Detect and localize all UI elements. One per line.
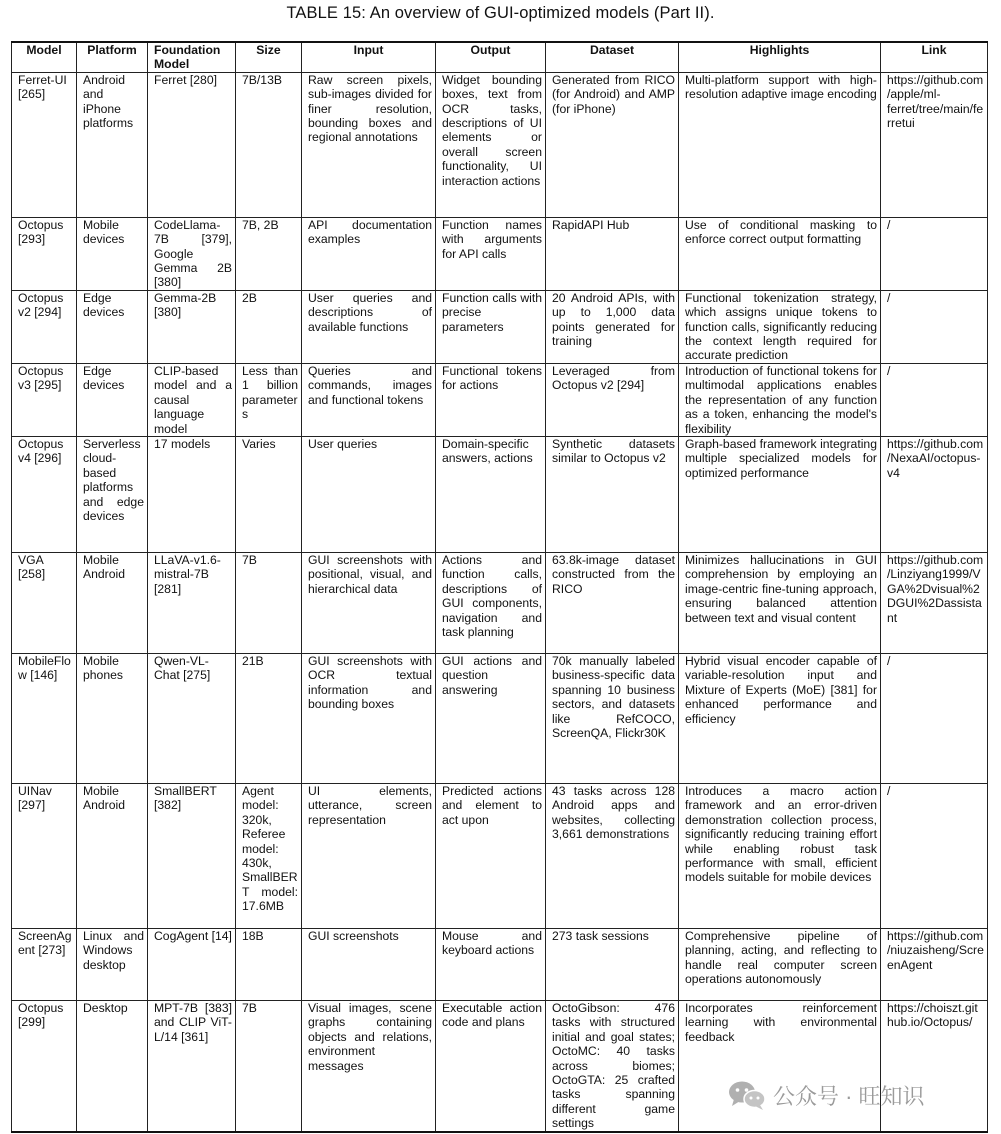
- cell-link: /: [881, 363, 988, 436]
- cell-foundation: Ferret [280]: [148, 72, 236, 217]
- cell-size: 7B, 2B: [236, 217, 302, 290]
- cell-input: Visual images, scene graphs containing objects and relations, environment messages: [302, 1000, 436, 1131]
- cell-model: Ferret-UI [265]: [12, 72, 77, 217]
- cell-dataset: 70k manually labeled business-specific data spanning 10 business sectors, and datasets like RefCOCO, ScreenQA, Flickr30K: [546, 653, 679, 783]
- cell-size: 2B: [236, 290, 302, 363]
- cell-platform: Edge devices: [77, 363, 148, 436]
- cell-highlights: Graph-based framework integrating multiple specialized models for optimized performance: [679, 436, 881, 552]
- cell-size: 7B: [236, 552, 302, 653]
- cell-link: /: [881, 653, 988, 783]
- cell-link[interactable]: https://github.com/NexaAI/octopus-v4: [881, 436, 988, 552]
- cell-size: 18B: [236, 928, 302, 1000]
- cell-dataset: OctoGibson: 476 tasks with structured initial and goal states; OctoMC: 40 tasks across biomes; OctoGTA: 25 crafted tasks spanning different game settings: [546, 1000, 679, 1131]
- cell-highlights: Incorporates reinforcement learning with environmental feedback: [679, 1000, 881, 1131]
- cell-output: GUI actions and question answering: [436, 653, 546, 783]
- cell-output: Function names with arguments for API calls: [436, 217, 546, 290]
- col-header-output: Output: [436, 42, 546, 72]
- cell-input: GUI screenshots with positional, visual, and hierarchical data: [302, 552, 436, 653]
- cell-platform: Mobile Android: [77, 552, 148, 653]
- cell-link[interactable]: https://github.com/niuzaisheng/ScreenAgent: [881, 928, 988, 1000]
- col-header-platform: Platform: [77, 42, 148, 72]
- cell-input: UI elements, utterance, screen representation: [302, 783, 436, 928]
- models-table: [11, 41, 988, 1133]
- cell-link[interactable]: https://github.com/apple/ml-ferret/tree/main/ferretui: [881, 72, 988, 217]
- cell-foundation: LLaVA-v1.6-mistral-7B [281]: [148, 552, 236, 653]
- cell-model: ScreenAgent [273]: [12, 928, 77, 1000]
- col-header-highlights: Highlights: [679, 42, 881, 72]
- cell-model: Octopus v2 [294]: [12, 290, 77, 363]
- cell-input: GUI screenshots with OCR textual information and bounding boxes: [302, 653, 436, 783]
- cell-output: Executable action code and plans: [436, 1000, 546, 1131]
- cell-link[interactable]: https://choiszt.github.io/Octopus/: [881, 1000, 988, 1131]
- cell-output: Actions and function calls, descriptions of GUI components, navigation and task planning: [436, 552, 546, 653]
- cell-model: Octopus v4 [296]: [12, 436, 77, 552]
- col-header-input: Input: [302, 42, 436, 72]
- cell-link: /: [881, 783, 988, 928]
- cell-dataset: 20 Android APIs, with up to 1,000 data points generated for training: [546, 290, 679, 363]
- cell-highlights: Use of conditional masking to enforce correct output formatting: [679, 217, 881, 290]
- cell-platform: Linux and Windows desktop: [77, 928, 148, 1000]
- cell-platform: Edge devices: [77, 290, 148, 363]
- col-header-foundation-model: Foundation Model: [148, 42, 236, 72]
- cell-size: 21B: [236, 653, 302, 783]
- table-row: [12, 1000, 988, 1131]
- cell-dataset: Generated from RICO (for Android) and AMP (for iPhone): [546, 72, 679, 217]
- cell-foundation: Gemma-2B [380]: [148, 290, 236, 363]
- cell-dataset: 43 tasks across 128 Android apps and websites, collecting 3,661 demonstrations: [546, 783, 679, 928]
- cell-platform: Mobile devices: [77, 217, 148, 290]
- cell-foundation: CodeLlama-7B [379], Google Gemma 2B [380]: [148, 217, 236, 290]
- cell-input: GUI screenshots: [302, 928, 436, 1000]
- cell-output: Functional tokens for actions: [436, 363, 546, 436]
- cell-link: /: [881, 290, 988, 363]
- cell-foundation: 17 models: [148, 436, 236, 552]
- table-row: [12, 363, 988, 436]
- cell-dataset: 273 task sessions: [546, 928, 679, 1000]
- cell-platform: Desktop: [77, 1000, 148, 1131]
- cell-foundation: MPT-7B [383] and CLIP ViT-L/14 [361]: [148, 1000, 236, 1131]
- cell-highlights: Multi-platform support with high-resolution adaptive image encoding: [679, 72, 881, 217]
- table-row: [12, 217, 988, 290]
- table-row: [12, 436, 988, 552]
- col-header-link: Link: [881, 42, 988, 72]
- cell-dataset: Synthetic datasets similar to Octopus v2: [546, 436, 679, 552]
- table-row: [12, 290, 988, 363]
- cell-input: User queries and descriptions of available functions: [302, 290, 436, 363]
- cell-output: Function calls with precise parameters: [436, 290, 546, 363]
- cell-foundation: CogAgent [14]: [148, 928, 236, 1000]
- table-row: [12, 653, 988, 783]
- cell-model: Octopus [293]: [12, 217, 77, 290]
- cell-dataset: Leveraged from Octopus v2 [294]: [546, 363, 679, 436]
- cell-foundation: SmallBERT [382]: [148, 783, 236, 928]
- cell-size: Less than 1 billion parameters: [236, 363, 302, 436]
- watermark-text: 公众号 · 旺知识: [773, 1083, 925, 1109]
- table-row: [12, 928, 988, 1000]
- cell-output: Predicted actions and element to act upon: [436, 783, 546, 928]
- cell-output: Domain-specific answers, actions: [436, 436, 546, 552]
- cell-size: 7B: [236, 1000, 302, 1131]
- cell-input: Queries and commands, images and functional tokens: [302, 363, 436, 436]
- cell-foundation: Qwen-VL-Chat [275]: [148, 653, 236, 783]
- cell-size: 7B/13B: [236, 72, 302, 217]
- cell-highlights: Comprehensive pipeline of planning, acting, and reflecting to handle real computer screen operations autonomously: [679, 928, 881, 1000]
- cell-model: VGA [258]: [12, 552, 77, 653]
- cell-output: Mouse and keyboard actions: [436, 928, 546, 1000]
- header-row: [12, 42, 988, 72]
- table-caption: TABLE 15: An overview of GUI-optimized models (Part II).: [286, 4, 715, 22]
- cell-highlights: Introduces a macro action framework and an error-driven demonstration collection process, significantly reducing training effort while enabling robust task performance with small, efficient models suitable for mobile devices: [679, 783, 881, 928]
- cell-model: Octopus v3 [295]: [12, 363, 77, 436]
- col-header-size: Size: [236, 42, 302, 72]
- cell-model: MobileFlow [146]: [12, 653, 77, 783]
- table-row: [12, 552, 988, 653]
- cell-platform: Mobile Android: [77, 783, 148, 928]
- table-row: [12, 783, 988, 928]
- cell-highlights: Minimizes hallucinations in GUI comprehension by employing an image-centric fine-tuning approach, ensuring balanced attention between text and visual content: [679, 552, 881, 653]
- cell-size: Agent model: 320k, Referee model: 430k, SmallBERT model: 17.6MB: [236, 783, 302, 928]
- cell-highlights: Hybrid visual encoder capable of variable-resolution input and Mixture of Experts (MoE) [381] for enhanced performance and efficiency: [679, 653, 881, 783]
- cell-platform: Mobile phones: [77, 653, 148, 783]
- cell-output: Widget bounding boxes, text from OCR tasks, descriptions of UI elements or overall screen functionality, UI interaction actions: [436, 72, 546, 217]
- cell-highlights: Introduction of functional tokens for multimodal applications enables the representation of any function as a token, enhancing the model's flexibility: [679, 363, 881, 436]
- cell-dataset: RapidAPI Hub: [546, 217, 679, 290]
- wechat-icon: [727, 1079, 767, 1111]
- cell-dataset: 63.8k-image dataset constructed from the RICO: [546, 552, 679, 653]
- cell-link: /: [881, 217, 988, 290]
- cell-size: Varies: [236, 436, 302, 552]
- cell-model: UINav [297]: [12, 783, 77, 928]
- cell-input: API documentation examples: [302, 217, 436, 290]
- table-row: [12, 72, 988, 217]
- col-header-dataset: Dataset: [546, 42, 679, 72]
- cell-input: Raw screen pixels, sub-images divided for finer resolution, bounding boxes and regional annotations: [302, 72, 436, 217]
- cell-platform: Serverless cloud-based platforms and edge devices: [77, 436, 148, 552]
- col-header-model: Model: [12, 42, 77, 72]
- cell-platform: Android and iPhone platforms: [77, 72, 148, 217]
- cell-link[interactable]: https://github.com/Linziyang1999/VGA%2Dvisual%2DGUI%2Dassistant: [881, 552, 988, 653]
- cell-highlights: Functional tokenization strategy, which assigns unique tokens to function calls, significantly reducing the context length required for accurate prediction: [679, 290, 881, 363]
- cell-model: Octopus [299]: [12, 1000, 77, 1131]
- watermark: [727, 1079, 925, 1111]
- cell-foundation: CLIP-based model and a causal language model: [148, 363, 236, 436]
- cell-input: User queries: [302, 436, 436, 552]
